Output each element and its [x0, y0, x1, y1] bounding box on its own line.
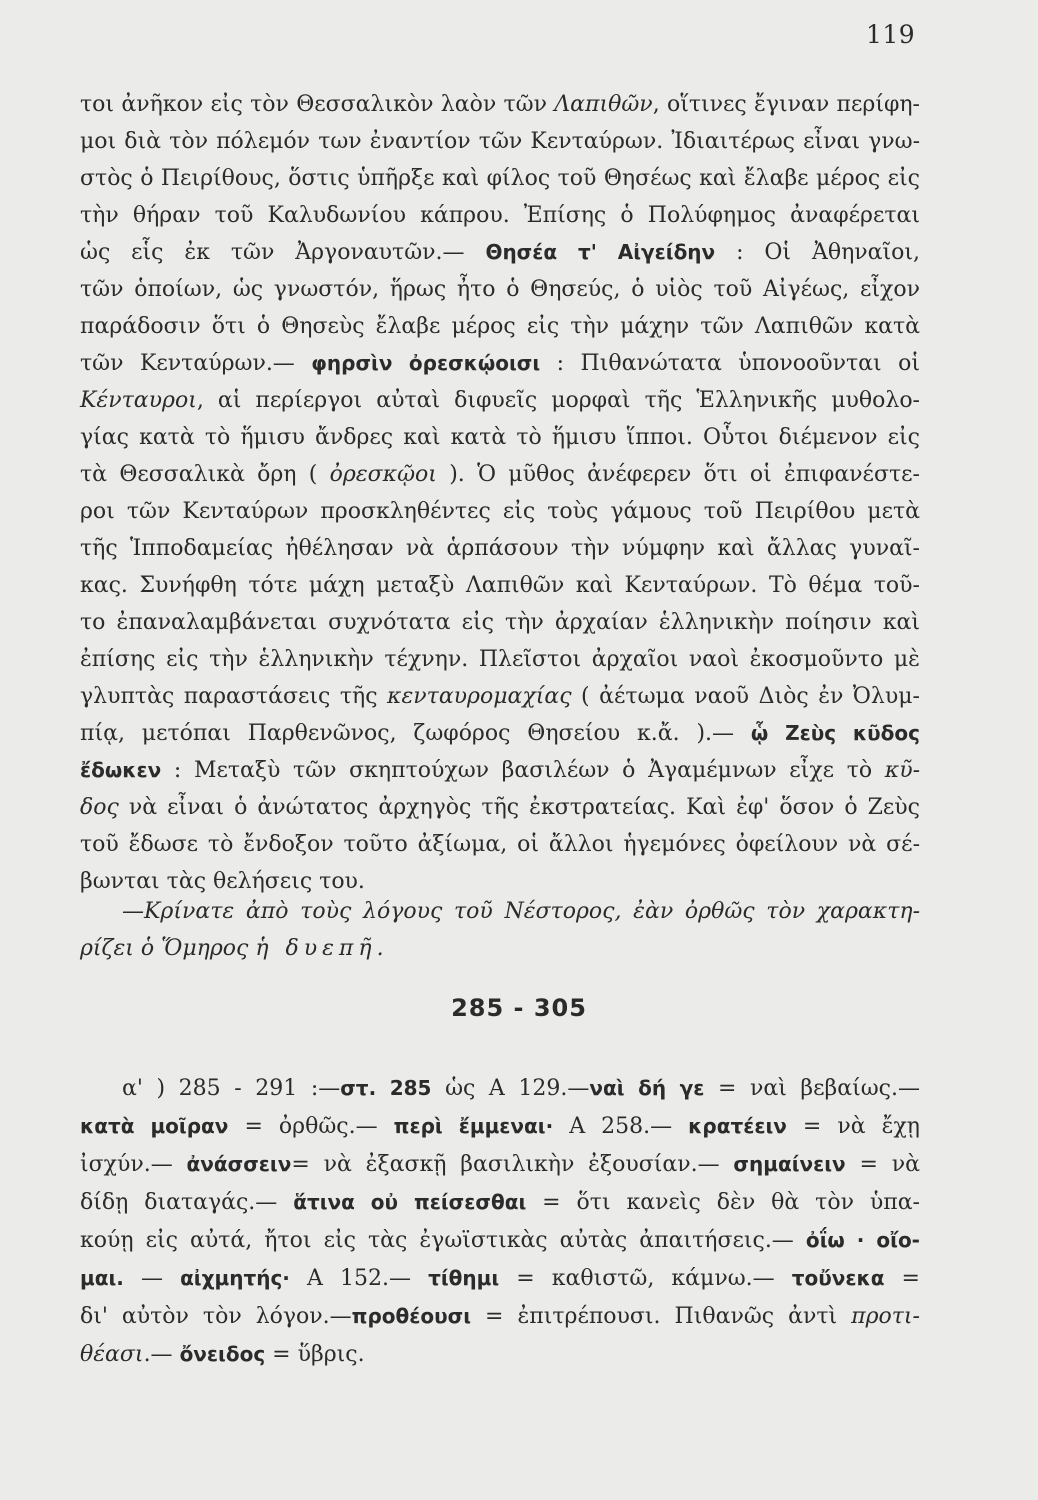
bold-lemma: ὀΐω · οἴο-	[805, 1228, 920, 1252]
commentary-line	[80, 826, 920, 863]
commentary-line	[80, 456, 920, 493]
question-block	[80, 893, 920, 967]
notes-line	[80, 1069, 920, 1107]
bold-lemma: κρατέειν	[688, 1114, 787, 1138]
text-run: —	[123, 1266, 181, 1291]
text-run: μοι διὰ τὸν πόλεμόν των ἐναντίον τῶν Κενταύρων. Ἰδιαιτέρως εἶναι γνω-	[80, 129, 920, 154]
commentary-line	[80, 160, 920, 197]
text-run: τῶν ὁποίων, ὡς γνωστόν, ἥρως ἦτο ὁ Θησεύς, ὁ υἱὸς τοῦ Αἰγέως, εἶχον	[80, 277, 920, 302]
text-run: = νὰ ἔχῃ	[786, 1114, 920, 1139]
text-run: τῆς Ἱπποδαμείας ἠθέλησαν νὰ ἁρπάσουν τὴν νύμφην καὶ ἄλλας γυναῖ-	[80, 536, 920, 561]
commentary-line	[80, 382, 920, 419]
text-run: τὰ Θεσσαλικὰ ὄρη (	[80, 462, 330, 487]
text-run: τὴν θήραν τοῦ Καλυδωνίου κάπρου. Ἐπίσης ὁ Πολύφημος ἀναφέρεται	[80, 203, 920, 228]
bold-lemma: σημαίνειν	[733, 1152, 846, 1176]
text-run: παράδοσιν ὅτι ὁ Θησεὺς ἔλαβε μέρος εἰς τὴν μάχην τῶν Λαπιθῶν κατὰ	[80, 314, 920, 339]
text-run: το ἐπαναλαμβάνεται συχνότατα εἰς τὴν ἀρχαίαν ἑλληνικὴν ποίησιν καὶ	[80, 610, 920, 635]
commentary-block	[80, 86, 920, 900]
text-run: νὰ εἶναι ὁ ἀνώτατος ἀρχηγὸς τῆς ἐκστρατείας. Καὶ ἐφ' ὅσον ὁ Ζεὺς	[118, 795, 920, 820]
italic-term: Λαπιθῶν	[554, 92, 653, 117]
bold-lemma: κατὰ μοῖραν	[80, 1114, 229, 1138]
text-run: : Οἱ Ἀθηναῖοι,	[715, 240, 920, 265]
notes-block	[80, 1069, 920, 1373]
text-run: δι' αὐτὸν τὸν λόγον.—	[80, 1304, 352, 1329]
text-run: ρίζει ὁ Ὅμηρος	[80, 936, 256, 961]
text-run: γλυπτὰς παραστάσεις τῆς	[80, 684, 388, 709]
commentary-line	[80, 567, 920, 604]
text-run: = νὰ	[845, 1152, 920, 1177]
text-run: : Πιθανώτατα ὑπονοοῦνται οἱ	[540, 351, 920, 376]
commentary-line	[80, 789, 920, 826]
text-run: ροι τῶν Κενταύρων προσκληθέντες εἰς τοὺς γάμους τοῦ Πειρίθου μετὰ	[80, 499, 920, 524]
bold-lemma: ὄνειδος	[179, 1342, 266, 1366]
text-run: Α 258.—	[553, 1114, 689, 1139]
commentary-line	[80, 123, 920, 160]
commentary-line	[80, 308, 920, 345]
text-run: ἡ δυεπῆ	[255, 936, 377, 961]
commentary-line	[80, 678, 920, 715]
bold-lemma: αἰχμητής·	[180, 1266, 290, 1290]
commentary-line	[80, 271, 920, 308]
italic-term: κενταυρομαχίας	[387, 684, 572, 709]
commentary-line	[80, 197, 920, 234]
notes-line	[80, 1335, 920, 1373]
notes-line	[80, 1297, 920, 1335]
commentary-line	[80, 493, 920, 530]
text-run: = ὅτι κανεὶς δὲν θὰ τὸν ὑπα-	[526, 1190, 920, 1215]
text-run: .—	[143, 1342, 180, 1367]
bold-lemma: ναὶ δή γε	[589, 1076, 705, 1100]
bold-lemma: ἔδωκεν	[80, 758, 162, 782]
text-run: βωνται τὰς θελήσεις του.	[80, 869, 365, 894]
bold-lemma: τοὔνεκα	[791, 1266, 885, 1290]
notes-line	[80, 1221, 920, 1259]
text-run: ( ἀέτωμα ναοῦ Διὸς ἐν Ὀλυμ-	[571, 684, 920, 709]
commentary-line	[80, 604, 920, 641]
bold-lemma: Θησέα τ' Αἰγείδην	[485, 240, 716, 264]
bold-lemma: στ. 285	[340, 1076, 432, 1100]
text-run: τοῦ ἔδωσε τὸ ἔνδοξον τοῦτο ἀξίωμα, οἱ ἄλλοι ἡγεμόνες ὀφείλουν νὰ σέ-	[80, 832, 920, 857]
text-run: τῶν Κενταύρων.—	[80, 351, 312, 376]
bold-lemma: ἅτινα οὐ πείσεσθαι	[293, 1190, 527, 1214]
question-line	[80, 893, 920, 930]
commentary-line	[80, 641, 920, 678]
text-run: ὡς εἷς ἐκ τῶν Ἀργοναυτῶν.—	[80, 240, 486, 265]
text-run: = καθιστῶ, κάμνω.—	[499, 1266, 792, 1291]
bold-lemma: ἀνάσσειν	[186, 1152, 292, 1176]
commentary-line	[80, 752, 920, 789]
notes-line	[80, 1183, 920, 1221]
text-run: κούῃ εἰς αὐτά, ἤτοι εἰς τὰς ἐγωϊστικὰς αὐτὰς ἀπαιτήσεις.—	[80, 1228, 806, 1253]
text-run: Α 152.—	[289, 1266, 429, 1291]
commentary-line	[80, 715, 920, 752]
bold-lemma: περὶ ἔμμεναι·	[393, 1114, 554, 1138]
bold-lemma: φηρσὶν ὀρεσκῴοισι	[311, 351, 541, 375]
commentary-line	[80, 345, 920, 382]
commentary-line	[80, 234, 920, 271]
italic-term: κῦ-	[884, 758, 920, 783]
text-run: ). Ὁ μῦθος ἀνέφερεν ὅτι οἱ ἐπιφανέστε-	[436, 462, 920, 487]
text-run: =	[884, 1266, 920, 1291]
notes-line	[80, 1107, 920, 1145]
text-run: ἐπίσης εἰς τὴν ἑλληνικὴν τέχνην. Πλεῖστοι ἀρχαῖοι ναοὶ ἐκοσμοῦντο μὲ	[80, 647, 920, 672]
text-run: .	[376, 936, 384, 961]
text-run: κας. Συνήφθη τότε μάχη μεταξὺ Λαπιθῶν καὶ Κενταύρων. Τὸ θέμα τοῦ-	[80, 573, 920, 598]
bold-lemma: τίθημι	[428, 1266, 500, 1290]
italic-term: Κένταυροι	[80, 388, 197, 413]
text-run: ἰσχύν.—	[80, 1152, 187, 1177]
commentary-line	[80, 530, 920, 567]
text-run: δίδῃ διαταγάς.—	[80, 1190, 294, 1215]
text-run: : Μεταξὺ τῶν σκηπτούχων βασιλέων ὁ Ἀγαμέμνων εἶχε τὸ	[161, 758, 885, 783]
text-run: τοι ἀνῆκον εἰς τὸν Θεσσαλικὸν λαὸν τῶν	[80, 92, 555, 117]
text-run: πίᾳ, μετόπαι Παρθενῶνος, ζωφόρος Θησείου κ.ἄ. ).—	[80, 721, 751, 746]
notes-line	[80, 1259, 920, 1297]
bold-lemma: ᾧ Ζεὺς κῦδος	[750, 721, 920, 745]
question-line	[80, 930, 920, 967]
commentary-line	[80, 419, 920, 456]
italic-term: ὀρεσκῷοι	[329, 462, 437, 487]
commentary-line	[80, 86, 920, 123]
italic-term: θέασι	[80, 1342, 144, 1367]
text-run: = ναὶ βεβαίως.—	[704, 1076, 920, 1101]
notes-line	[80, 1145, 920, 1183]
section-heading: 285 - 305	[451, 994, 587, 1022]
text-run: = ἐπιτρέπουσι. Πιθανῶς ἀντὶ	[471, 1304, 852, 1329]
text-run: στὸς ὁ Πειρίθους, ὅστις ὑπῆρξε καὶ φίλος τοῦ Θησέως καὶ ἔλαβε μέρος εἰς	[80, 166, 920, 191]
italic-term: προτι-	[851, 1304, 920, 1329]
text-run: , οἵτινες ἔγιναν περίφη-	[652, 92, 920, 117]
italic-term: δος	[80, 795, 119, 820]
text-run: = ὀρθῶς.—	[228, 1114, 394, 1139]
text-run: = ὕβρις.	[265, 1342, 365, 1367]
text-run: α' ) 285 - 291 :—	[122, 1076, 341, 1101]
page-number: 119	[866, 20, 916, 49]
text-run: —Κρίνατε ἀπὸ τοὺς λόγους τοῦ Νέστορος, ἐὰν ὀρθῶς τὸν χαρακτη-	[122, 899, 920, 924]
bold-lemma: προθέουσι	[351, 1304, 472, 1328]
text-run: = νὰ ἐξασκῇ βασιλικὴν ἐξουσίαν.—	[291, 1152, 734, 1177]
bold-lemma: μαι.	[80, 1266, 124, 1290]
text-run: , αἱ περίεργοι αὐταὶ διφυεῖς μορφαὶ τῆς Ἑλληνικῆς μυθολο-	[196, 388, 920, 413]
text-run: ὡς Α 129.—	[431, 1076, 590, 1101]
text-run: γίας κατὰ τὸ ἥμισυ ἄνδρες καὶ κατὰ τὸ ἥμισυ ἵπποι. Οὗτοι διέμενον εἰς	[80, 425, 920, 450]
